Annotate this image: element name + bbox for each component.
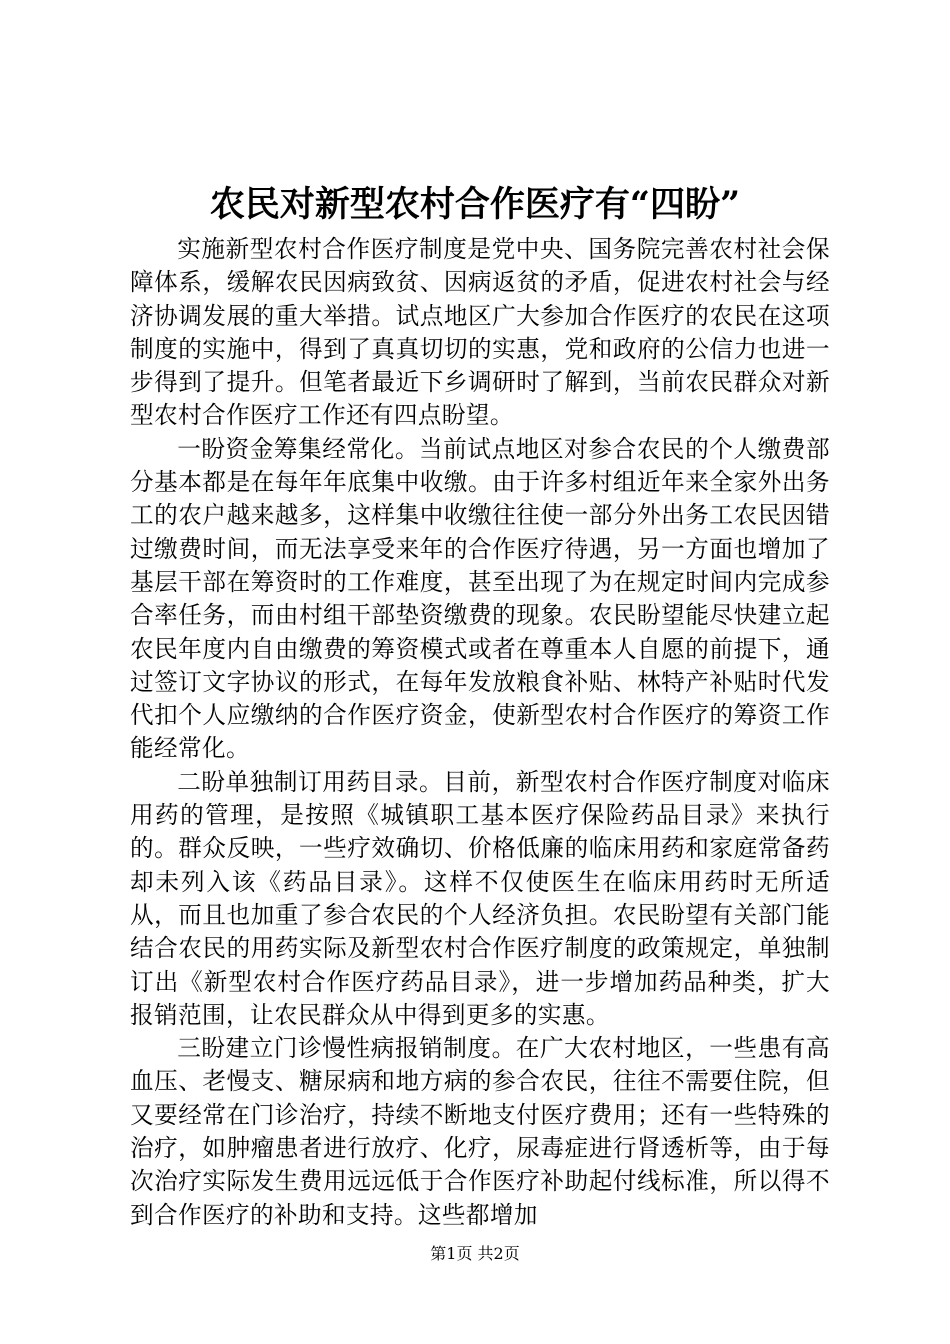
document-body bbox=[130, 233, 830, 1232]
document-title: 农民对新型农村合作医疗有“四盼” bbox=[209, 184, 741, 225]
paragraph-intro: 实施新型农村合作医疗制度是党中央、国务院完善农村社会保障体系，缓解农民因病致贫、因病返贫的矛盾，促进农村社会与经济协调发展的重大举措。试点地区广大参加合作医疗的农民在这项制度的实施中，得到了真真切切的实惠，党和政府的公信力也进一步得到了提升。但笔者最近下乡调研时了解到，当前农民群众对新型农村合作医疗工作还有四点盼望。 bbox=[130, 235, 830, 430]
paragraph-first-hope: 一盼资金筹集经常化。当前试点地区对参合农民的个人缴费部分基本都是在每年年底集中收缴。由于许多村组近年来全家外出务工的农户越来越多，这样集中收缴往往使一部分外出务工农民因错过缴费时间，而无法享受来年的合作医疗待遇，另一方面也增加了基层干部在筹资时的工作难度，甚至出现了为在规定时间内完成参合率任务，而由村组干部垫资缴费的现象。农民盼望能尽快建立起农民年度内自由缴费的筹资模式或者在尊重本人自愿的前提下，通过签订文字协议的形式，在每年发放粮食补贴、林特产补贴时代发代扣个人应缴纳的合作医疗资金，使新型农村合作医疗的筹资工作能经常化。 bbox=[130, 434, 830, 763]
paragraph-second-hope: 二盼单独制订用药目录。目前，新型农村合作医疗制度对临床用药的管理，是按照《城镇职工基本医疗保险药品目录》来执行的。群众反映，一些疗效确切、价格低廉的临床用药和家庭常备药却未列入该《药品目录》。这样不仅使医生在临床用药时无所适从，而且也加重了参合农民的个人经济负担。农民盼望有关部门能结合农民的用药实际及新型农村合作医疗制度的政策规定，单独制订出《新型农村合作医疗药品目录》，进一步增加药品种类，扩大报销范围，让农民群众从中得到更多的实惠。 bbox=[130, 767, 830, 1029]
paragraph-third-hope: 三盼建立门诊慢性病报销制度。在广大农村地区，一些患有高血压、老慢支、糖尿病和地方病的参合农民，往往不需要住院，但又要经常在门诊治疗，持续不断地支付医疗费用；还有一些特殊的治疗，如肿瘤患者进行放疗、化疗，尿毒症进行肾透析等，由于每次治疗实际发生费用远远低于合作医疗补助起付线标准，所以得不到合作医疗的补助和支持。这些都增加 bbox=[130, 1034, 830, 1229]
page-number: 第1页 共2页 bbox=[430, 1244, 520, 1263]
